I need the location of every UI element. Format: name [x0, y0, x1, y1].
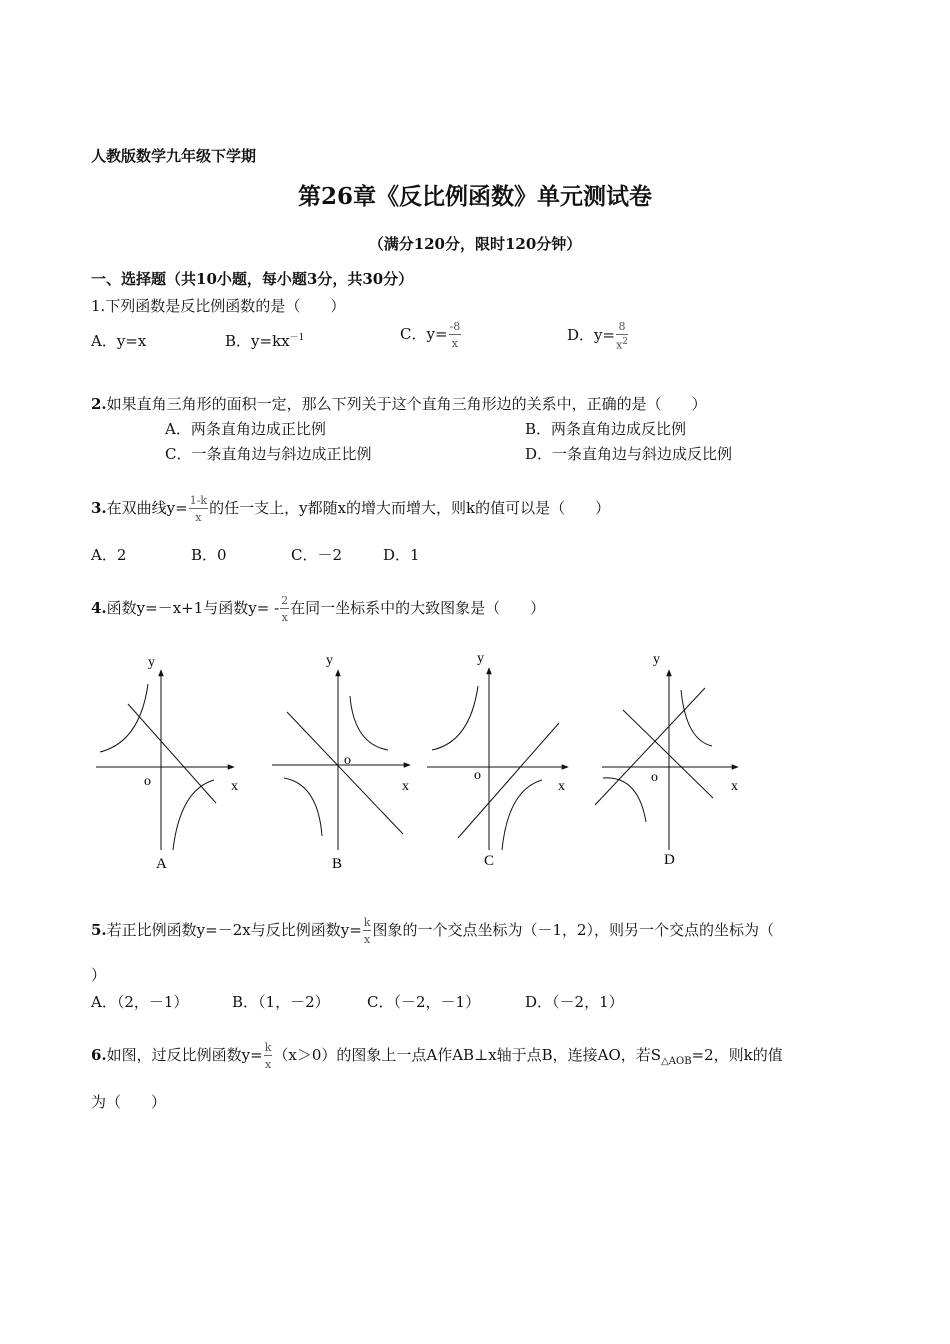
q5-option-c: C．（－2，－1）: [367, 993, 481, 1011]
q5-option-d: D．（－2，1）: [525, 993, 624, 1011]
graph-b-line: [287, 712, 403, 834]
graph-c: [427, 651, 568, 869]
q4-fraction: $\frac{2}{x}$: [281, 594, 289, 624]
publisher-line: 人教版数学九年级下学期: [91, 147, 257, 165]
q3-fraction: $\frac{1-k}{x}$: [189, 494, 208, 524]
q1-option-b: B．$y=kx^{-1}$: [225, 332, 305, 350]
page-title: 第26章《反比例函数》单元测试卷: [297, 183, 652, 210]
graph-d-hyperbola-right: [681, 690, 712, 746]
q4-stem: 4.函数y=－x+1与函数y= - $\frac{2}{x}$ 在同一坐标系中的大致图象是（ ）: [91, 594, 546, 624]
q4-graphs: [0, 640, 950, 880]
graph-b-y-label: y: [326, 653, 333, 668]
q6-fraction: $\frac{k}{x}$: [264, 1041, 272, 1071]
q1-option-c: C．y= $\frac{-8}{x}$: [400, 320, 461, 350]
q3-option-b: B．0: [191, 546, 227, 564]
graph-c-hyperbola-right: [502, 780, 542, 850]
q1-option-a: A．y=x: [91, 332, 147, 350]
graph-b-label: B: [332, 856, 343, 872]
q3-option-d: D．1: [383, 546, 420, 564]
graph-c-origin: o: [474, 768, 481, 783]
graph-b-x-label: x: [402, 779, 409, 794]
q1-d-fraction: $\frac{8}{x^2}$: [616, 320, 629, 352]
graph-d-line-falling: [623, 710, 713, 798]
q5-fraction: $\frac{k}{x}$: [363, 916, 371, 946]
graph-b-hyperbola-left: [284, 778, 322, 836]
q5-stem: 5.若正比例函数y=－2x与反比例函数y= $\frac{k}{x}$ 图象的一个交点坐标为（－1，2），则另一个交点的坐标为（: [91, 916, 775, 946]
q3-option-a: A．2: [91, 546, 127, 564]
q2-option-b: B．两条直角边成反比例: [525, 420, 687, 438]
q6-stem: 6.如图，过反比例函数y= $\frac{k}{x}$ （x＞0）的图象上一点A作AB⊥x轴于点B，连接AO，若$S_{\triangle AOB}=2$，则k的值: [91, 1041, 783, 1071]
graph-a-label: A: [156, 856, 167, 872]
graph-a-line: [128, 704, 216, 803]
graph-a: [96, 655, 238, 872]
graph-c-label: C: [484, 853, 495, 869]
graph-d-x-label: x: [731, 779, 738, 794]
graph-b-origin: o: [344, 753, 351, 768]
q3-stem: 3.在双曲线y= $\frac{1-k}{x}$ 的任一支上，y都随x的增大而增大，则k的值可以是（ ）: [91, 494, 611, 524]
graph-d-line-rising: [595, 688, 705, 805]
graph-d-label: D: [664, 852, 675, 868]
graph-a-y-label: y: [148, 655, 155, 670]
q5-option-b: B．（1，－2）: [232, 993, 330, 1011]
graph-c-x-label: x: [558, 779, 565, 794]
q2-option-c: C．一条直角边与斜边成正比例: [165, 445, 372, 463]
q1-stem: 1.下列函数是反比例函数的是（ ）: [91, 297, 346, 315]
graph-c-y-label: y: [477, 651, 484, 666]
q2-option-d: D．一条直角边与斜边成反比例: [525, 445, 733, 463]
graph-d-hyperbola-left: [603, 778, 646, 822]
graph-b-hyperbola-right: [350, 696, 388, 750]
q2-stem: 2.如果直角三角形的面积一定，那么下列关于这个直角三角形边的关系中，正确的是（ ）: [91, 395, 707, 413]
q6-stem-cont: 为（ ）: [91, 1093, 167, 1111]
q5-option-a: A．（2，－1）: [91, 993, 189, 1011]
graph-d-y-label: y: [653, 652, 660, 667]
page-subtitle: （满分120分，限时120分钟）: [368, 235, 582, 253]
q3-option-c: C．－2: [291, 546, 343, 564]
graph-c-hyperbola-left: [432, 686, 478, 750]
q1-option-d: D．y= $\frac{8}{x^2}$: [567, 320, 629, 352]
graph-a-x-label: x: [231, 779, 238, 794]
graph-a-hyperbola-right: [173, 780, 214, 850]
q1-c-fraction: $\frac{-8}{x}$: [449, 320, 461, 350]
graph-d-origin: o: [651, 770, 658, 785]
graph-b: [272, 653, 410, 872]
q5-stem-cont: ）: [91, 966, 107, 984]
graph-d: [595, 652, 738, 868]
q2-option-a: A．两条直角边成正比例: [165, 420, 326, 438]
graph-a-origin: o: [144, 774, 151, 789]
section-heading: 一、选择题（共10小题，每小题3分，共30分）: [91, 270, 414, 288]
